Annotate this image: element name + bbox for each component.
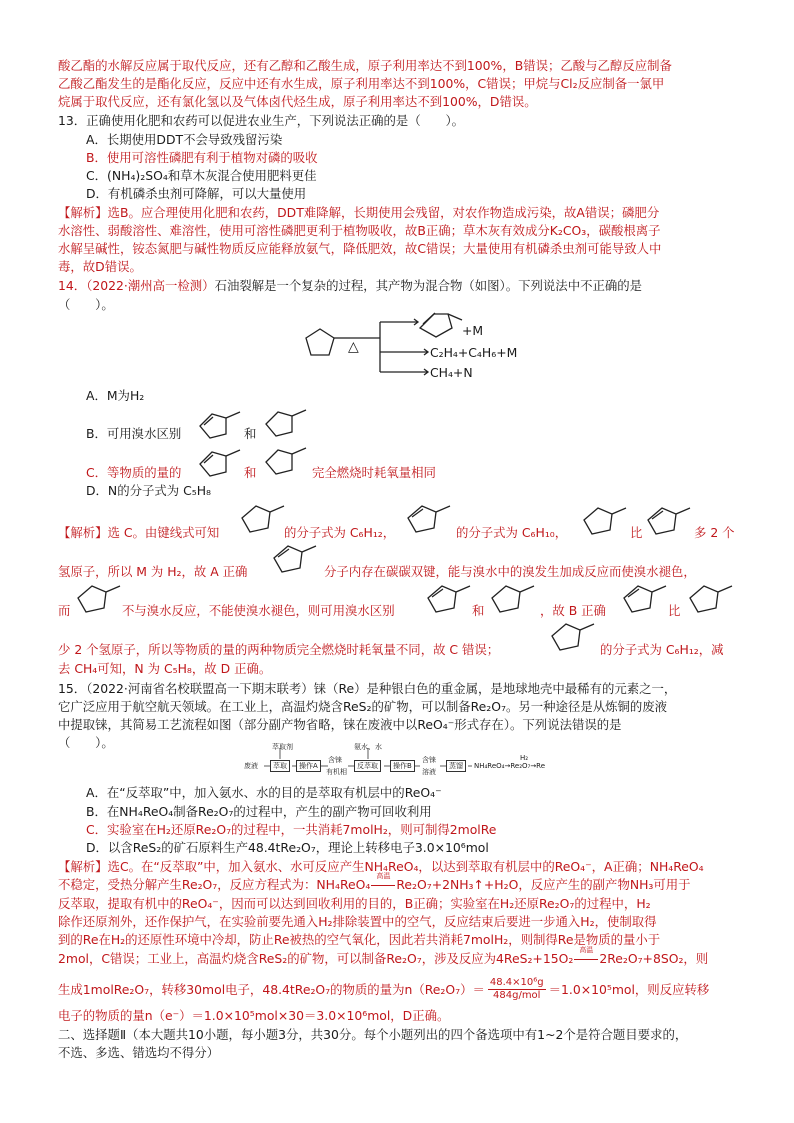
q14-analysis-line3d: ，故 B 正确 (540, 603, 606, 618)
prev-analysis-line: 酸乙酯的水解反应属于取代反应，还有乙醇和乙酸生成，原子利用率达不到100%，B错误；乙酸与乙醇反应制备 (58, 58, 672, 73)
q14-option-c: C．等物质的量的 (86, 465, 182, 480)
equals-bar (574, 959, 598, 960)
q14-analysis-b: 的分子式为 C₆H₁₂， (284, 525, 396, 540)
q14-analysis-line4b: 的分子式为 C₆H₁₂，减 (600, 642, 724, 657)
section2-heading: 二、选择题Ⅱ（本大题共10小题，每小题3分，共30分。每个小题列出的四个备选项中有1~2个是符合题目要求的， (58, 1027, 688, 1042)
q14-analysis-e: 多 2 个 (694, 525, 735, 540)
q15-analysis-line4: 除作还原剂外，还作保护气，在实验前要先通入H₂排除装置中的空气，反应结束后要进一步通入H₂，使制取得 (58, 914, 657, 929)
q15-option-d: D．以含ReS₂的矿石原料生产48.4tRe₂O₇，理论上转移电子3.0×10⁶mol (86, 840, 489, 855)
methylcyclopentane-icon (74, 580, 124, 616)
q13-option-b: B．使用可溶性磷肥有利于植物对磷的吸收 (86, 150, 318, 165)
q14-stem (58, 277, 642, 294)
scheme-product-3: CH₄+N (430, 365, 473, 380)
q13-option-a: A．长期使用DDT不会导致残留污染 (86, 132, 283, 147)
methylcyclopentane-icon (686, 580, 736, 616)
flow-intermediate-1b: 有机相 (326, 768, 347, 776)
q14-analysis-line3a: 而 (58, 603, 71, 618)
scheme-product-1: +M (462, 323, 484, 338)
q14-analysis-line5: 去 CH₄可知，N 为 C₅H₈，故 D 正确。 (58, 661, 272, 676)
flow-reagent-ammonia: 氨水、水 (354, 743, 382, 751)
q15-analysis-line6b: 2Re₂O₇+8SO₂，则 (599, 951, 709, 966)
methylcyclopentene-icon (404, 500, 454, 536)
equals-bar (371, 885, 395, 886)
scheme-product-2: C₂H₄+C₄H₆+M (430, 345, 518, 360)
q15-analysis-line2b: Re₂O₇+2NH₃↑+H₂O，反应产生的副产物NH₃可用于 (396, 877, 691, 892)
q14-option-d: D．N的分子式为 C₅H₈ (86, 483, 211, 498)
q15-stem-line1 (58, 680, 676, 697)
q15-stem-line4: （ ）。 (58, 735, 114, 750)
q14-analysis-line4a: 少 2 个氢原子，所以等物质的量的两种物质完全燃烧时耗氧量不同，故 C 错误； (58, 642, 500, 657)
q15-option-c: C．实验室在H₂还原Re₂O₇的过程中，一共消耗7molH₂，则可制得2molRe (86, 822, 497, 837)
flow-step-back-extraction: 反萃取 (354, 760, 381, 772)
flow-step-extraction: 萃取 (270, 760, 290, 772)
q15-stem-line3: 中提取铼，其简易工艺流程如图（部分副产物省略，铼在废液中以ReO₄⁻形式存在）。下列说法错误的是 (58, 717, 622, 732)
q15-analysis-line6a: 2mol，C错误；工业上，高温灼烧含ReS₂的矿物，可以制备Re₂O₇，涉及反应为4ReS₂+15O₂ (58, 951, 574, 966)
methylcyclopentene-icon (620, 580, 670, 616)
q14-option-b-text: B．可用溴水区别 (86, 426, 182, 441)
q14-option-c-and: 和 (244, 465, 257, 480)
flow-step-operation-a: 操作A (296, 760, 321, 772)
prev-analysis-line: 乙酸乙酯发生的是酯化反应，反应中还有水生成，原子利用率达不到100%，C错误；甲烷与Cl₂反应制备一氯甲 (58, 76, 665, 91)
q14-analysis-line3b: 不与溴水反应，不能使溴水褪色，则可用溴水区别 (122, 603, 395, 618)
reaction-condition: 高温 (579, 946, 594, 954)
reaction-condition: 高温 (376, 872, 391, 880)
q15-stem-line2: 它广泛应用于航空航天领域。在工业上，高温灼烧含ReS₂的矿物，可以制备Re₂O₇。另一种途径是从炼铜的废液 (58, 699, 668, 714)
flow-step-operation-b: 操作B (390, 760, 415, 772)
scheme-delta: △ (348, 339, 359, 355)
methylcyclopentene-icon (194, 446, 244, 478)
fraction-numerator: 48.4×10⁶g (489, 977, 544, 988)
flow-intermediate-2b: 溶液 (422, 768, 436, 776)
q15-analysis-line6 (58, 946, 709, 967)
q13-option-c: C．(NH₄)₂SO₄和草木灰混合使用肥料更佳 (86, 168, 317, 183)
methylcyclopentene-icon (194, 408, 244, 440)
q15-analysis-line2 (58, 872, 691, 893)
q15-analysis-line5: 到的Re在H₂的还原性环境中冷却，防止Re被热的空气氧化，因此若共消耗7molH₂，则制得Re是物质的量小于 (58, 932, 661, 947)
q13-analysis-line: 水解呈碱性，铵态氮肥与碱性物质反应能释放氨气，降低肥效，故C错误；大量使用有机磷杀虫剂可能导致人中 (58, 241, 662, 256)
flow-start: 废液 (244, 762, 258, 770)
flow-h2-label: H₂ (520, 754, 529, 762)
methylcyclopentene-icon (424, 580, 474, 616)
methylcyclopentane-icon (238, 500, 288, 536)
process-flow-diagram (244, 742, 544, 782)
q14-analysis-d: 比 (630, 525, 643, 540)
methylcyclopentane-icon (580, 502, 630, 538)
q13-analysis-line: 水溶性、弱酸溶性、难溶性，使用可溶性磷肥更利于植物吸收，故B正确；草木灰有效成分K₂CO₃，碳酸根离子 (58, 223, 661, 238)
methylcyclopentane-icon (548, 618, 598, 654)
methylcyclopentane-icon (488, 580, 538, 616)
q14-stem-cont: （ ）。 (58, 297, 114, 312)
fraction-denominator: 484g/mol (493, 990, 541, 1001)
q15-analysis-line8: 电子的物质的量n（e⁻）＝1.0×10⁵mol×30＝3.0×10⁶mol，D正确。 (58, 1008, 450, 1023)
methylcyclopentane-icon (260, 446, 310, 478)
q14-source: 14．（2022·潮州高一检测） (58, 278, 215, 293)
q15-analysis-line7a: 生成1molRe₂O₇，转移30mol电子，48.4tRe₂O₇的物质的量为n（Re₂O₇）＝ (58, 982, 485, 997)
q13-analysis-line: 毒，故D错误。 (58, 259, 142, 274)
q14-option-b-and: 和 (244, 426, 257, 441)
flow-intermediate-1a: 含铼 (328, 756, 342, 764)
q15-option-a: A．在“反萃取”中，加入氨水、水的目的是萃取有机层中的ReO₄⁻ (86, 785, 442, 800)
fraction (488, 977, 546, 1002)
reaction-arrow (573, 946, 599, 967)
q15-option-b: B．在NH₄ReO₄制备Re₂O₇的过程中，产生的副产物可回收利用 (86, 804, 432, 819)
methylcyclopentene-icon (644, 502, 694, 538)
q14-analysis-line2b: 分子内存在碳碳双键，能与溴水中的溴发生加成反应而使溴水褪色， (324, 564, 696, 579)
methylcyclopentane-icon (260, 408, 310, 440)
prev-analysis-line: 烷属于取代反应，还有氯化氢以及气体卤代烃生成，原子利用率达不到100%，D错误。 (58, 94, 537, 109)
flow-reagent-extractant: 萃取剂 (272, 743, 293, 751)
q15-analysis-line7b: ＝1.0×10⁵mol，则反应转移 (548, 982, 710, 997)
q13-stem: 13．正确使用化肥和农药可以促进农业生产，下列说法正确的是（ ）。 (58, 113, 465, 128)
flow-intermediate-2a: 含铼 (422, 756, 436, 764)
q15-analysis-line2a: 不稳定，受热分解产生Re₂O₇，反应方程式为：NH₄ReO₄ (58, 877, 371, 892)
flow-end-products: NH₄ReO₄→Re₂O₇→Re (474, 762, 546, 770)
q15-analysis-line3: 反萃取，提取有机中的ReO₄⁻，因而可以达到回收利用的目的，B正确；实验室在H₂还原Re₂O₇的过程中，H₂ (58, 896, 651, 911)
q13-analysis-line: 【解析】选B。应合理使用化肥和农药，DDT难降解，长期使用会残留，对农作物造成污染，故A错误；磷肥分 (58, 205, 660, 220)
q14-option-b (86, 425, 181, 442)
section2-heading-cont: 不选、多选、错选均不得分） (58, 1045, 220, 1060)
q14-analysis-a: 【解析】选 C。由键线式可知 (58, 525, 220, 540)
methylcyclopentene-icon (270, 540, 320, 576)
q13-option-d: D．有机磷杀虫剂可降解，可以大量使用 (86, 186, 307, 201)
q14-option-c-tail: 完全燃烧时耗氧量相同 (312, 465, 436, 480)
flow-step-distillation: 蒸馏 (446, 760, 466, 772)
q14-option-a: A．M为H₂ (86, 388, 145, 403)
q15-analysis-line7 (58, 978, 709, 1003)
q14-analysis-line3e: 比 (668, 603, 681, 618)
q14-analysis-line2a: 氢原子，所以 M 为 H₂，故 A 正确 (58, 564, 248, 579)
q14-analysis-c: 的分子式为 C₆H₁₀， (456, 525, 568, 540)
q14-stem-text: 石油裂解是一个复杂的过程，其产物为混合物（如图）。下列说法中不正确的是 (214, 278, 643, 293)
q14-analysis-line3c: 和 (472, 603, 485, 618)
q15-stem-text: 15．（2022·河南省名校联盟高一下期末联考）铼（Re）是种银白色的重金属，是地球地壳中最稀有的元素之一， (58, 681, 677, 696)
q15-analysis-line1: 【解析】选C。在“反萃取”中，加入氨水、水可反应产生NH₄ReO₄，以达到萃取有机层中的ReO₄⁻，A正确；NH₄ReO₄ (58, 859, 704, 874)
reaction-arrow (370, 872, 396, 893)
